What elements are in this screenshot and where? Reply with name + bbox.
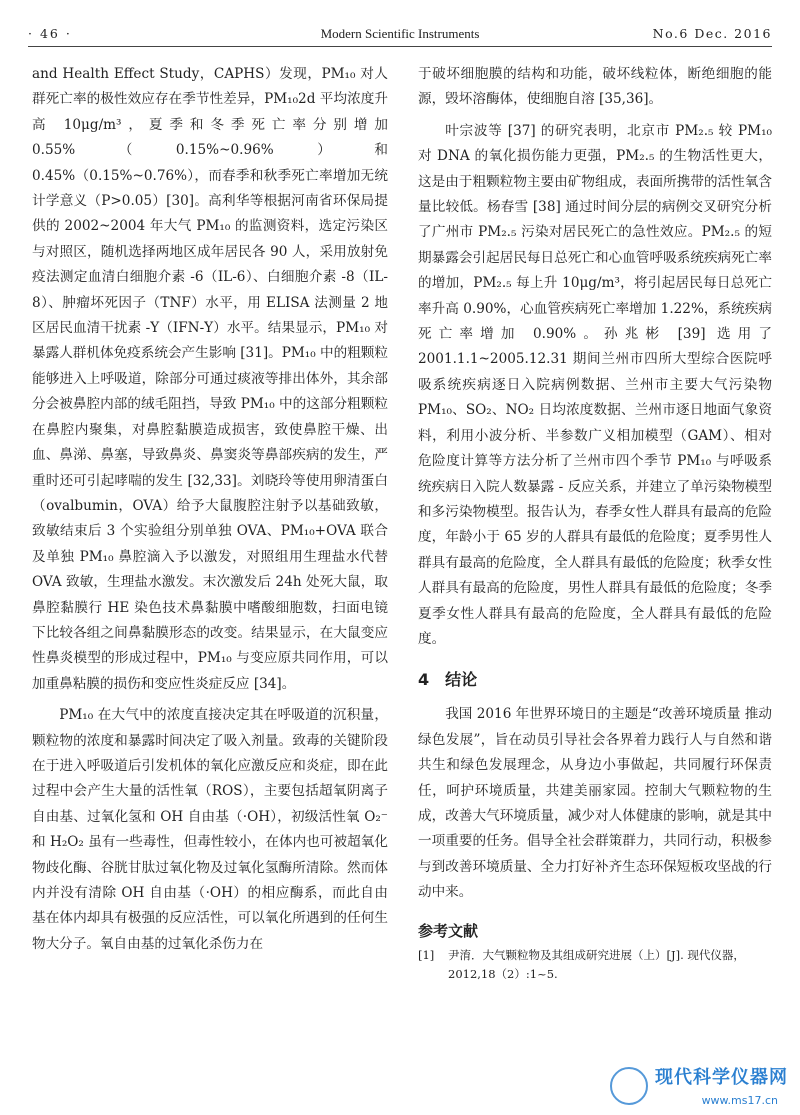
reference-text: 尹淯．大气颗粒物及其组成研究进展（上）[J]. 现代仪器，2012,18（2）:1~5. [448, 947, 745, 981]
header-rule [28, 46, 772, 47]
page-number: · 46 · [28, 26, 72, 41]
references-heading: 参考文献 [418, 921, 479, 940]
body-paragraph: 于破坏细胞膜的结构和功能，破坏线粒体，断绝细胞的能源，毁坏溶酶体，使细胞自溶 [35,36]。 [418, 66, 772, 108]
left-column [32, 62, 388, 957]
journal-title: Modern Scientific Instruments [320, 26, 480, 41]
reference-item [418, 946, 772, 984]
body-paragraph: 叶宗波等 [37] 的研究表明，北京市 PM₂.₅ 较 PM₁₀ 对 DNA 的氧化损伤能力更强，PM₂.₅ 的生物活性更大，这是由于粗颗粒物主要由矿物组成，表面所携带的活性氧含量比较低。杨春雪 [38] 通过时间分层的病例交叉研究分析了广州市 PM₂.₅ 污染对居民死亡的急性效应。PM₂.₅ 的短期暴露会引起居民每日总死亡和心血管呼吸系统疾病死亡率的增加，PM₂.₅ 每上升 10μg/m³，将引起居民每日总死亡率升高 0.90%，心血管疾病死亡率增加 1.22%，系统疾病死亡率增加 0.90%。孙兆彬 [39] 选用了 2001.1.1~2005.12.31 期间兰州市四所大型综合医院呼吸系统疾病逐日入院病例数据、兰州市主要大气污染物 PM₁₀、SO₂、NO₂ 日均浓度数据、兰州市逐日地面气象资料，利用小波分析、半参数广义相加模型（GAM）、相对危险度计算等方法分析了兰州市四个季节 PM₁₀ 与呼吸系统疾病日入院人数暴露 - 反应关系，并建立了单污染物模型和多污染物模型。报告认为，春季女性人群具有最高的危险度，年龄小于 65 岁的人群具有最低的危险度；夏季男性人群具有最高的危险度，全人群具有最低的危险度；秋季女性人群具有最高的危险度，男性人群具有最低的危险度；冬季夏季女性人群具有最高的危险度，全人群具有最低的危险度。 [418, 122, 772, 647]
right-column [418, 62, 772, 984]
section-heading: 4 结论 [418, 670, 478, 690]
body-paragraph: PM₁₀ 在大气中的浓度直接决定其在呼吸道的沉积量，颗粒物的浓度和暴露时间决定了吸入剂量。致毒的关键阶段在于进入呼吸道后引发机体的氧化应激反应和炎症，即在此过程中会产生大量的活性氧（ROS），主要包括超氧阴离子自由基、过氧化氢和 OH 自由基（·OH），初级活性氧 O₂⁻ 和 H₂O₂ 虽有一些毒性，但毒性较小，在体内也可被超氧化物歧化酶、谷胱甘肽过氧化物及过氧化氢酶所清除。然而体内并没有清除 OH 自由基（·OH）的相应酶系，而此自由基在体内却具有极强的反应活性，可以氧化所遇到的任何生物大分子。氧自由基的过氧化杀伤力在 [32, 707, 388, 952]
watermark-text: 现代科学仪器网 [655, 1067, 788, 1088]
watermark-logo-icon [610, 1067, 648, 1105]
issue-info: No.6 Dec. 2016 [652, 26, 772, 41]
body-paragraph: and Health Effect Study，CAPHS）发现，PM₁₀ 对人群死亡率的极性效应存在季节性差异，PM₁₀2d 平均浓度升高 10μg/m³，夏季和冬季死亡率分别增加 0.55%（0.15%~0.96%）和 0.45%（0.15%~0.76%），而春季和秋季死亡率增加无统计学意义（P>0.05）[30]。高利华等根据河南省环保局提供的 2002~2004 年大气 PM₁₀ 的监测资料，选定污染区与对照区，随机选择两地区成年居民各 90 人，采用放射免疫法测定血清白细胞介素 -6（IL-6）、白细胞介素 -8（IL-8）、肿瘤坏死因子（TNF）水平，用 ELISA 法测量 2 地区居民血清干扰素 -Υ（IFN-Υ）水平。结果显示，PM₁₀ 对暴露人群机体免疫系统会产生影响 [31]。PM₁₀ 中的粗颗粒能够进入上呼吸道，除部分可通过痰液等排出体外，其余部分会被鼻腔内部的绒毛阻挡，导致 PM₁₀ 中的这部分粗颗粒在鼻腔内聚集，对鼻腔黏膜造成损害，致使鼻腔干燥、出血、鼻涕、鼻塞，导致鼻炎、鼻窦炎等鼻部疾病的发生，严重时还可引起哮喘的发生 [32,33]。刘晓玲等使用卵清蛋白（ovalbumin，OVA）给予大鼠腹腔注射予以基础致敏，致敏结束后 3 个实验组分别单独 OVA、PM₁₀+OVA 联合及单独 PM₁₀ 鼻腔滴入予以激发，对照组用生理盐水代替 OVA 致敏，生理盐水激发。末次激发后 24h 处死大鼠，取鼻腔黏膜行 HE 染色技术鼻黏膜中嗜酸细胞数，扫面电镜下比较各组之间鼻黏膜形态的改变。结果显示，在大鼠变应性鼻炎模型的形成过程中，PM₁₀ 与变应原共同作用，可以加重鼻粘膜的损伤和变应性炎症反应 [34]。 [32, 66, 388, 692]
watermark-url: www.ms17.cn [701, 1094, 778, 1107]
reference-number: [1] [418, 947, 435, 962]
body-paragraph: 我国 2016 年世界环境日的主题是“改善环境质量 推动绿色发展”，旨在动员引导社会各界着力践行人与自然和谐共生和绿色发展理念，从身边小事做起，共同履行环保责任，呵护环境质量，共建美丽家园。控制大气颗粒物的生成，改善大气环境质量，减少对人体健康的影响，就是其中一项重要的任务。倡导全社会群策群力，共同行动，积极参与到改善环境质量、全力打好补齐生态环保短板攻坚战的行动中来。 [418, 706, 772, 901]
running-header [28, 26, 772, 48]
